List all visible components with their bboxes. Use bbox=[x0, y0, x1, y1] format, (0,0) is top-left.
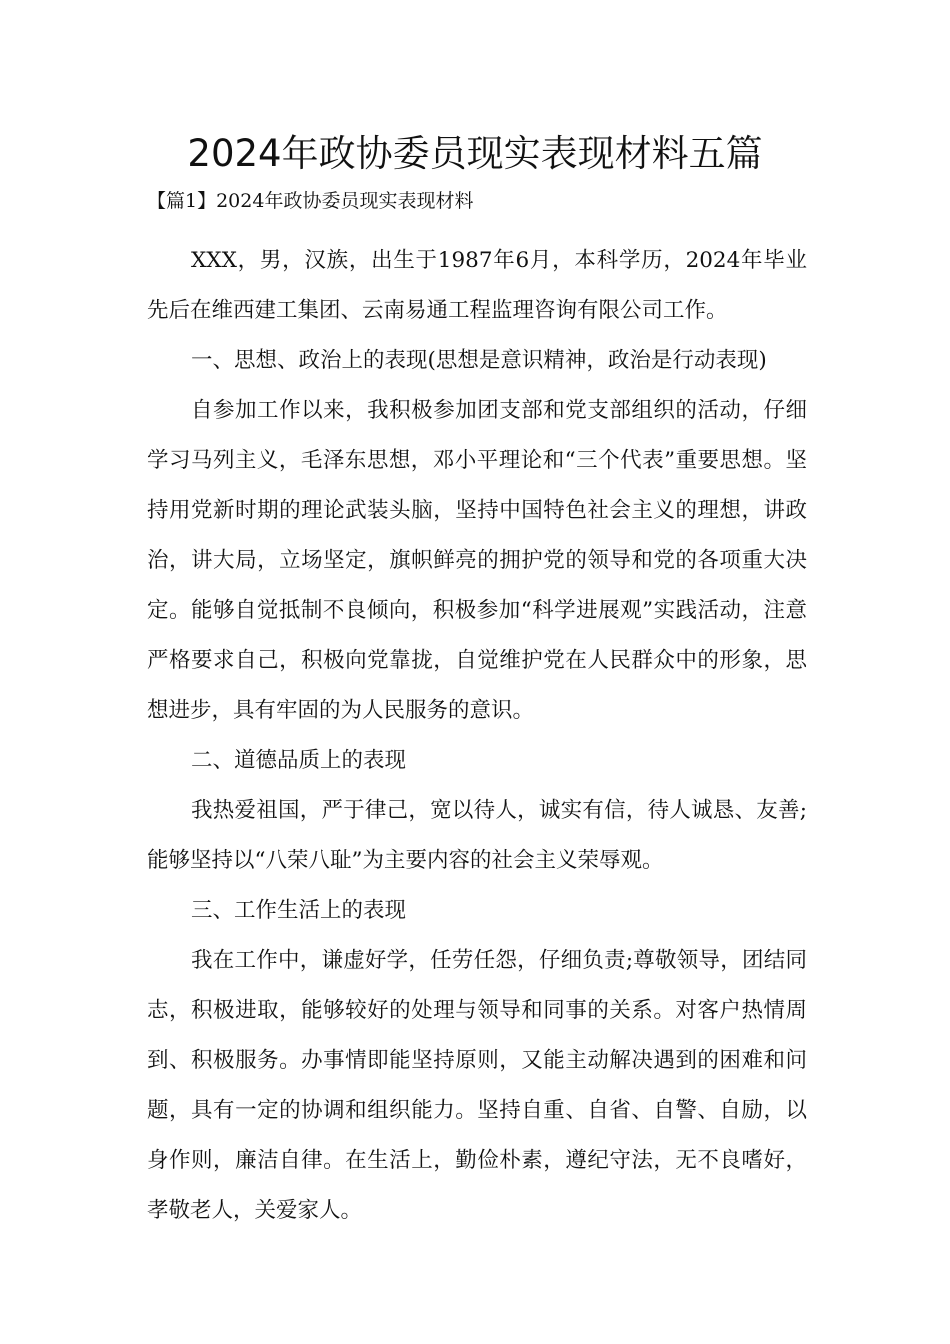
paragraph-intro: XXX，男，汉族，出生于1987年6月，本科学历，2024年毕业先后在维西建工集团、云南易通工程监理咨询有限公司工作。 bbox=[147, 248, 807, 323]
section-heading: 【篇1】2024年政协委员现实表现材料 bbox=[147, 190, 474, 212]
document-title: 2024年政协委员现实表现材料五篇 bbox=[187, 132, 763, 175]
paragraph-moral-quality: 我热爱祖国，严于律己，宽以待人，诚实有信，待人诚恳、友善;能够坚持以“八荣八耻”为主要内容的社会主义荣辱观。 bbox=[147, 798, 807, 873]
paragraph-thought-politics: 自参加工作以来，我积极参加团支部和党支部组织的活动，仔细学习马列主义，毛泽东思想，邓小平理论和“三个代表”重要思想。坚持用党新时期的理论武装头脑，坚持中国特色社会主义的理想，讲政治，讲大局，立场坚定，旗帜鲜亮的拥护党的领导和党的各项重大决定。能够自觉抵制不良倾向，积极参加“科学进展观”实践活动，注意严格要求自己，积极向党靠拢，自觉维护党在人民群众中的形象，思想进步，具有牢固的为人民服务的意识。 bbox=[147, 398, 807, 723]
document-body bbox=[147, 236, 807, 1236]
heading-moral-quality: 二、道德品质上的表现 bbox=[191, 748, 407, 773]
heading-work-life: 三、工作生活上的表现 bbox=[191, 898, 407, 923]
paragraph-work-life: 我在工作中，谦虚好学，任劳任怨，仔细负责;尊敬领导，团结同志，积极进取，能够较好的处理与领导和同事的关系。对客户热情周到、积极服务。办事情即能坚持原则，又能主动解决遇到的困难和问题，具有一定的协调和组织能力。坚持自重、自省、自警、自励，以身作则，廉洁自律。在生活上，勤俭朴素，遵纪守法，无不良嗜好，孝敬老人，关爱家人。 bbox=[147, 948, 807, 1223]
heading-thought-politics: 一、思想、政治上的表现(思想是意识精神，政治是行动表现) bbox=[191, 348, 767, 373]
